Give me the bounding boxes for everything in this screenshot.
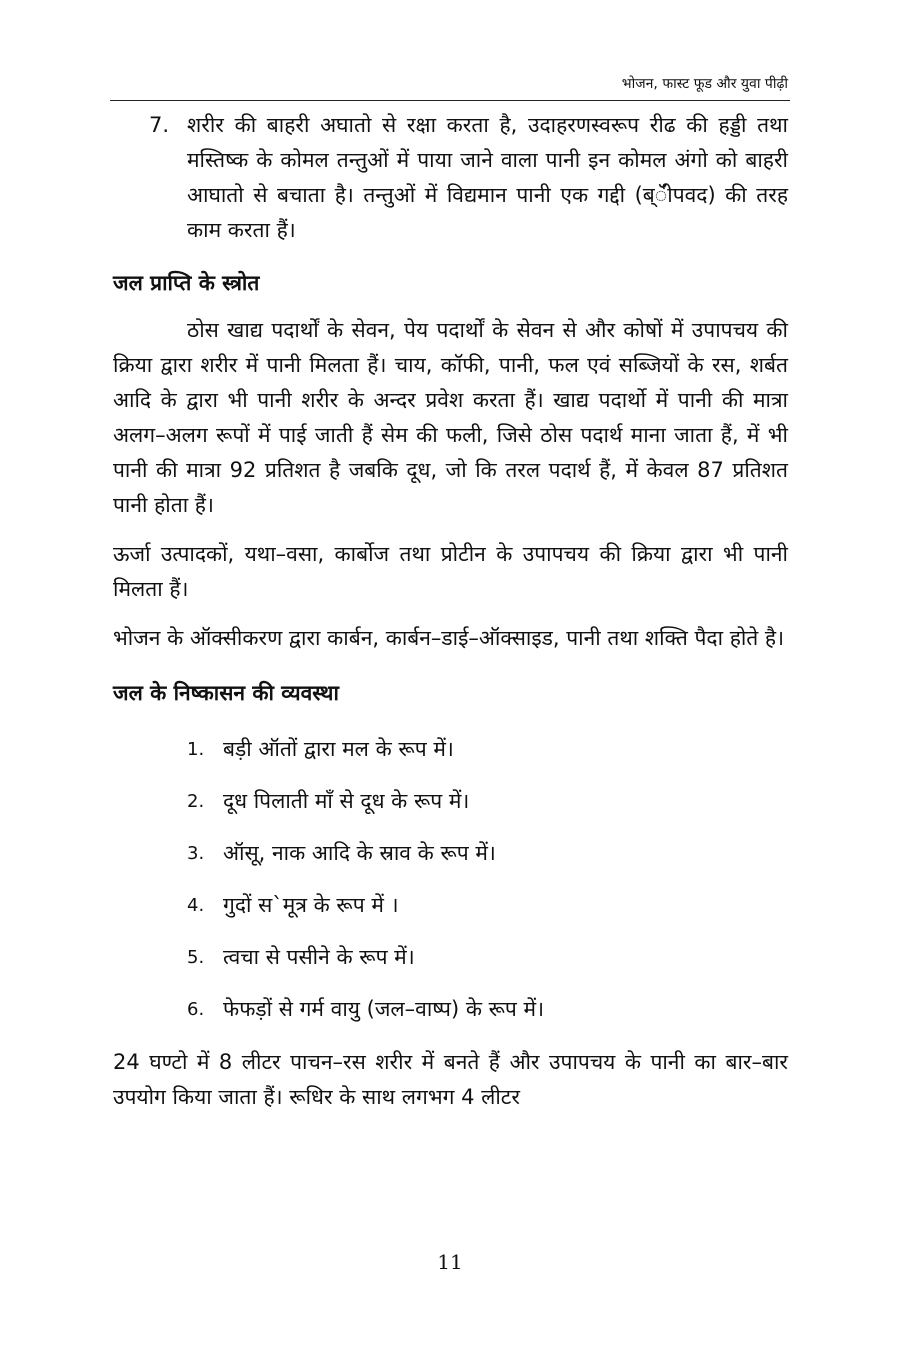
page-body [113,108,788,1129]
list-item [187,827,788,879]
list-item-number: 7. [149,113,170,137]
list-item [187,931,788,983]
paragraph: ठोस खाद्य पदार्थों के सेवन, पेय पदार्थों के सेवन से और कोषों में उपापचय की क्रिया द्वारा शरीर में पानी मिलता हैं। चाय, कॉफी, पानी, फल एवं सब्जियों के रस, शर्बत आदि के द्वारा भी पानी शरीर के अन्दर प्रवेश करता हैं। खाद्य पदार्थो में पानी की मात्रा अलग–अलग रूपों में पाई जाती हैं सेम की फली, जिसे ठोस पदार्थ माना जाता हैं, में भी पानी की मात्रा 92 प्रतिशत है जबकि दूध, जो कि तरल पदार्थ हैं, में केवल 87 प्रतिशत पानी होता हैं। [113,318,788,517]
excretion-list [113,723,788,1035]
list-item-number: 1. [187,738,205,760]
list-item-text: गुदों स`मूत्र के रूप में । [223,892,399,917]
list-item-number: 3. [187,842,205,864]
running-head: भोजन, फास्ट फूड और युवा पीढ़ी [621,76,788,92]
list-item-text: फेफड़ों से गर्म वायु (जल–वाष्प) के रूप में। [223,996,545,1021]
list-item [187,879,788,931]
list-item-number: 2. [187,790,205,812]
paragraph: भोजन के ऑक्सीकरण द्वारा कार्बन, कार्बन–डाई–ऑक्साइड, पानी तथा शक्ति पैदा होते है। [113,626,785,650]
section-heading-water-sources: जल प्राप्ति के स्त्रोत [113,271,260,295]
page-number: 11 [437,1250,463,1274]
paragraph: ऊर्जा उत्पादकों, यथा–वसा, कार्बोज तथा प्रोटीन के उपापचय की क्रिया द्वारा भी पानी मिलता हैं। [113,542,788,601]
paragraph: 24 घण्टो में 8 लीटर पाचन–रस शरीर में बनते हैं और उपापचय के पानी का बार–बार उपयोग किया जाता हैं। रूधिर के साथ लगभग 4 लीटर [113,1050,788,1109]
list-item-text: बड़ी ऑतों द्वारा मल के रूप में। [223,736,454,761]
list-item [187,983,788,1035]
list-item-number: 5. [187,946,205,968]
list-item-text: ऑसू, नाक आदि के स्राव के रूप में। [223,840,496,865]
list-item-text: शरीर की बाहरी अघातो से रक्षा करता है, उदाहरणस्वरूप रीढ की हड्डी तथा मस्तिष्क के कोमल तन्तुओं में पाया जाने वाला पानी इन कोमल अंगो को बाहरी आघातो से बचाता है। तन्तुओं में विद्यमान पानी एक गद्दी (ब्ॅीपवद) की तरह काम करता हैं। [187,113,788,242]
header-rule [110,100,790,101]
list-item-text: त्वचा से पसीने के रूप में। [223,944,415,969]
list-item-number: 6. [187,998,205,1020]
section-heading-water-excretion: जल के निष्कासन की व्यवस्था [113,681,339,705]
list-item [187,775,788,827]
list-item [187,723,788,775]
list-item-number: 4. [187,894,205,916]
list-item-text: दूध पिलाती माँ से दूध के रूप में। [223,788,470,813]
list-item-7 [149,108,788,248]
